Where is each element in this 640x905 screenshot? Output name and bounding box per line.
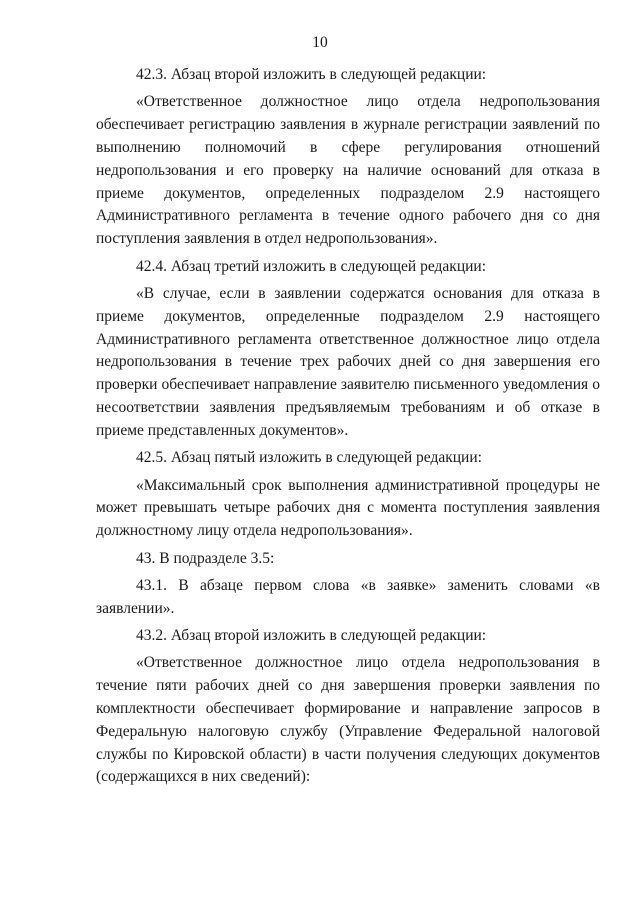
- paragraph-42-3-text: «Ответственное должностное лицо отдела недропользования обеспечивает регистрацию заявления в журнале регистрации заявлений по выполнению полномочий в сфере регулирования отношений недропользования и его проверку на наличие оснований для отказа в приеме документов, определенных подразделом 2.9 настоящего Административного регламента в течение одного рабочего дня со дня поступления заявления в отдел недропользования».: [96, 93, 600, 248]
- paragraph-43-heading: 43. В подразделе 3.5:: [136, 549, 275, 567]
- paragraph-43-2-text: «Ответственное должностное лицо отдела недропользования в течение пяти рабочих дней со дня завершения проверки заявления по комплектности обеспечивает формирование и направление запросов в Федеральную налоговую службу (Управление Федеральной налоговой службы по Кировской области) в части получения следующих документов (содержащихся в них сведений):: [96, 654, 600, 786]
- paragraph-43-1: 43.1. В абзаце первом слова «в заявке» заменить словами «в заявлении».: [96, 576, 600, 617]
- paragraph-43-2-heading: 43.2. Абзац второй изложить в следующей редакции:: [136, 627, 487, 645]
- paragraph-42-5-text: «Максимальный срок выполнения административной процедуры не может превышать четыре рабочих дня с момента поступления заявления должностному лицу отдела недропользования».: [96, 476, 600, 540]
- paragraph-42-4-text: «В случае, если в заявлении содержатся основания для отказа в приеме документов, определенные подразделом 2.9 настоящего Административного регламента ответственное должностное лицо отдела недропользования в течение трех рабочих дней со дня завершения его проверки обеспечивает направление заявителю письменного уведомления о несоответствии заявления предъявляемым требованиям и об отказе в приеме представленных документов».: [96, 284, 600, 439]
- paragraph-42-3-heading: 42.3. Абзац второй изложить в следующей редакции:: [136, 66, 487, 83]
- document-body: [96, 64, 600, 789]
- paragraph-42-4-heading: 42.4. Абзац третий изложить в следующей редакции:: [136, 257, 487, 275]
- paragraph-42-5-heading: 42.5. Абзац пятый изложить в следующей редакции:: [136, 449, 482, 467]
- page-number: 10: [312, 34, 328, 51]
